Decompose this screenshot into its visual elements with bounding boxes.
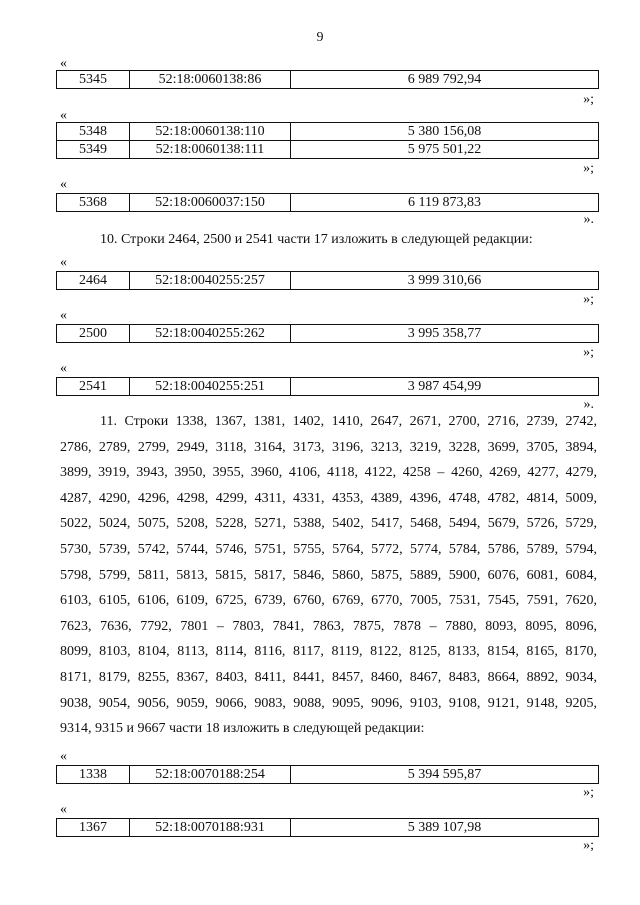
paragraph-line: 9038, 9054, 9056, 9059, 9066, 9083, 9088, 9095, 9096, 9103, 9108, 9121, 9148, 9205, bbox=[60, 695, 597, 711]
opening-quote: « bbox=[60, 308, 67, 323]
cadastral-number-cell: 52:18:0060037:150 bbox=[130, 194, 291, 212]
opening-quote: « bbox=[60, 749, 67, 764]
value-cell: 6 989 792,94 bbox=[291, 71, 599, 89]
cadastral-table bbox=[56, 193, 599, 212]
table-row bbox=[57, 766, 599, 784]
closing-quote: ». bbox=[583, 212, 594, 227]
opening-quote: « bbox=[60, 108, 67, 123]
paragraph-line: 2786, 2789, 2799, 2949, 3118, 3164, 3173, 3196, 3213, 3219, 3228, 3699, 3705, 3894, bbox=[60, 439, 597, 455]
paragraph-line: 8171, 8179, 8255, 8367, 8403, 8411, 8441, 8457, 8460, 8467, 8483, 8664, 8892, 9034, bbox=[60, 669, 597, 685]
cadastral-table bbox=[56, 122, 599, 159]
paragraph-line: 3899, 3919, 3943, 3950, 3955, 3960, 4106, 4118, 4122, 4258 – 4260, 4269, 4277, 4279, bbox=[60, 465, 597, 481]
table-row bbox=[57, 378, 599, 396]
cadastral-table bbox=[56, 271, 599, 290]
value-cell: 5 394 595,87 bbox=[291, 766, 599, 784]
paragraph-line: 9314, 9315 и 9667 части 18 изложить в следующей редакции: bbox=[60, 721, 425, 737]
page-number: 9 bbox=[316, 30, 324, 45]
closing-quote: »; bbox=[583, 785, 594, 800]
opening-quote: « bbox=[60, 56, 67, 71]
paragraph-line: 5730, 5739, 5742, 5744, 5746, 5751, 5755, 5764, 5772, 5774, 5784, 5786, 5789, 5794, bbox=[60, 541, 597, 557]
cadastral-number-cell: 52:18:0060138:110 bbox=[130, 123, 291, 141]
opening-quote: « bbox=[60, 177, 67, 192]
closing-quote: »; bbox=[583, 292, 594, 307]
paragraph-line: 5798, 5799, 5811, 5813, 5815, 5817, 5846, 5860, 5875, 5889, 5900, 6076, 6081, 6084, bbox=[60, 567, 597, 583]
cadastral-table bbox=[56, 765, 599, 784]
table-row bbox=[57, 123, 599, 141]
cadastral-number-cell: 52:18:0070188:931 bbox=[130, 819, 291, 837]
row-number-cell: 1367 bbox=[57, 819, 130, 837]
cadastral-table bbox=[56, 377, 599, 396]
table-row bbox=[57, 325, 599, 343]
row-number-cell: 5349 bbox=[57, 141, 130, 159]
row-number-cell: 2500 bbox=[57, 325, 130, 343]
cadastral-table bbox=[56, 324, 599, 343]
closing-quote: »; bbox=[583, 92, 594, 107]
cadastral-number-cell: 52:18:0070188:254 bbox=[130, 766, 291, 784]
value-cell: 5 389 107,98 bbox=[291, 819, 599, 837]
opening-quote: « bbox=[60, 255, 67, 270]
row-number-cell: 2541 bbox=[57, 378, 130, 396]
table-row bbox=[57, 819, 599, 837]
paragraph-line: 6103, 6105, 6106, 6109, 6725, 6739, 6760, 6769, 6770, 7005, 7531, 7545, 7591, 7620, bbox=[60, 593, 597, 609]
opening-quote: « bbox=[60, 361, 67, 376]
closing-quote: ». bbox=[583, 397, 594, 412]
value-cell: 5 380 156,08 bbox=[291, 123, 599, 141]
row-number-cell: 1338 bbox=[57, 766, 130, 784]
table-row bbox=[57, 141, 599, 159]
closing-quote: »; bbox=[583, 161, 594, 176]
cadastral-number-cell: 52:18:0060138:86 bbox=[130, 71, 291, 89]
paragraph-line: 5022, 5024, 5075, 5208, 5228, 5271, 5388, 5402, 5417, 5468, 5494, 5679, 5726, 5729, bbox=[60, 516, 597, 532]
cadastral-table bbox=[56, 818, 599, 837]
value-cell: 5 975 501,22 bbox=[291, 141, 599, 159]
cadastral-table bbox=[56, 70, 599, 89]
opening-quote: « bbox=[60, 802, 67, 817]
paragraph-line: 7623, 7636, 7792, 7801 – 7803, 7841, 7863, 7875, 7878 – 7880, 8093, 8095, 8096, bbox=[60, 618, 597, 634]
table-row bbox=[57, 71, 599, 89]
row-number-cell: 5348 bbox=[57, 123, 130, 141]
paragraph-line: 11. Строки 1338, 1367, 1381, 1402, 1410, 2647, 2671, 2700, 2716, 2739, 2742, bbox=[100, 414, 597, 429]
cadastral-number-cell: 52:18:0040255:251 bbox=[130, 378, 291, 396]
paragraph-line: 4287, 4290, 4296, 4298, 4299, 4311, 4331, 4353, 4389, 4396, 4748, 4782, 4814, 5009, bbox=[60, 490, 597, 506]
paragraph-10: 10. Строки 2464, 2500 и 2541 части 17 изложить в следующей редакции: bbox=[100, 232, 533, 247]
paragraph-line: 8099, 8103, 8104, 8113, 8114, 8116, 8117, 8119, 8122, 8125, 8133, 8154, 8165, 8170, bbox=[60, 644, 597, 660]
table-row bbox=[57, 194, 599, 212]
value-cell: 6 119 873,83 bbox=[291, 194, 599, 212]
value-cell: 3 987 454,99 bbox=[291, 378, 599, 396]
value-cell: 3 999 310,66 bbox=[291, 272, 599, 290]
row-number-cell: 2464 bbox=[57, 272, 130, 290]
closing-quote: »; bbox=[583, 345, 594, 360]
row-number-cell: 5368 bbox=[57, 194, 130, 212]
cadastral-number-cell: 52:18:0040255:257 bbox=[130, 272, 291, 290]
paragraph-11 bbox=[60, 409, 597, 742]
cadastral-number-cell: 52:18:0060138:111 bbox=[130, 141, 291, 159]
cadastral-number-cell: 52:18:0040255:262 bbox=[130, 325, 291, 343]
table-row bbox=[57, 272, 599, 290]
value-cell: 3 995 358,77 bbox=[291, 325, 599, 343]
closing-quote: »; bbox=[583, 838, 594, 853]
row-number-cell: 5345 bbox=[57, 71, 130, 89]
